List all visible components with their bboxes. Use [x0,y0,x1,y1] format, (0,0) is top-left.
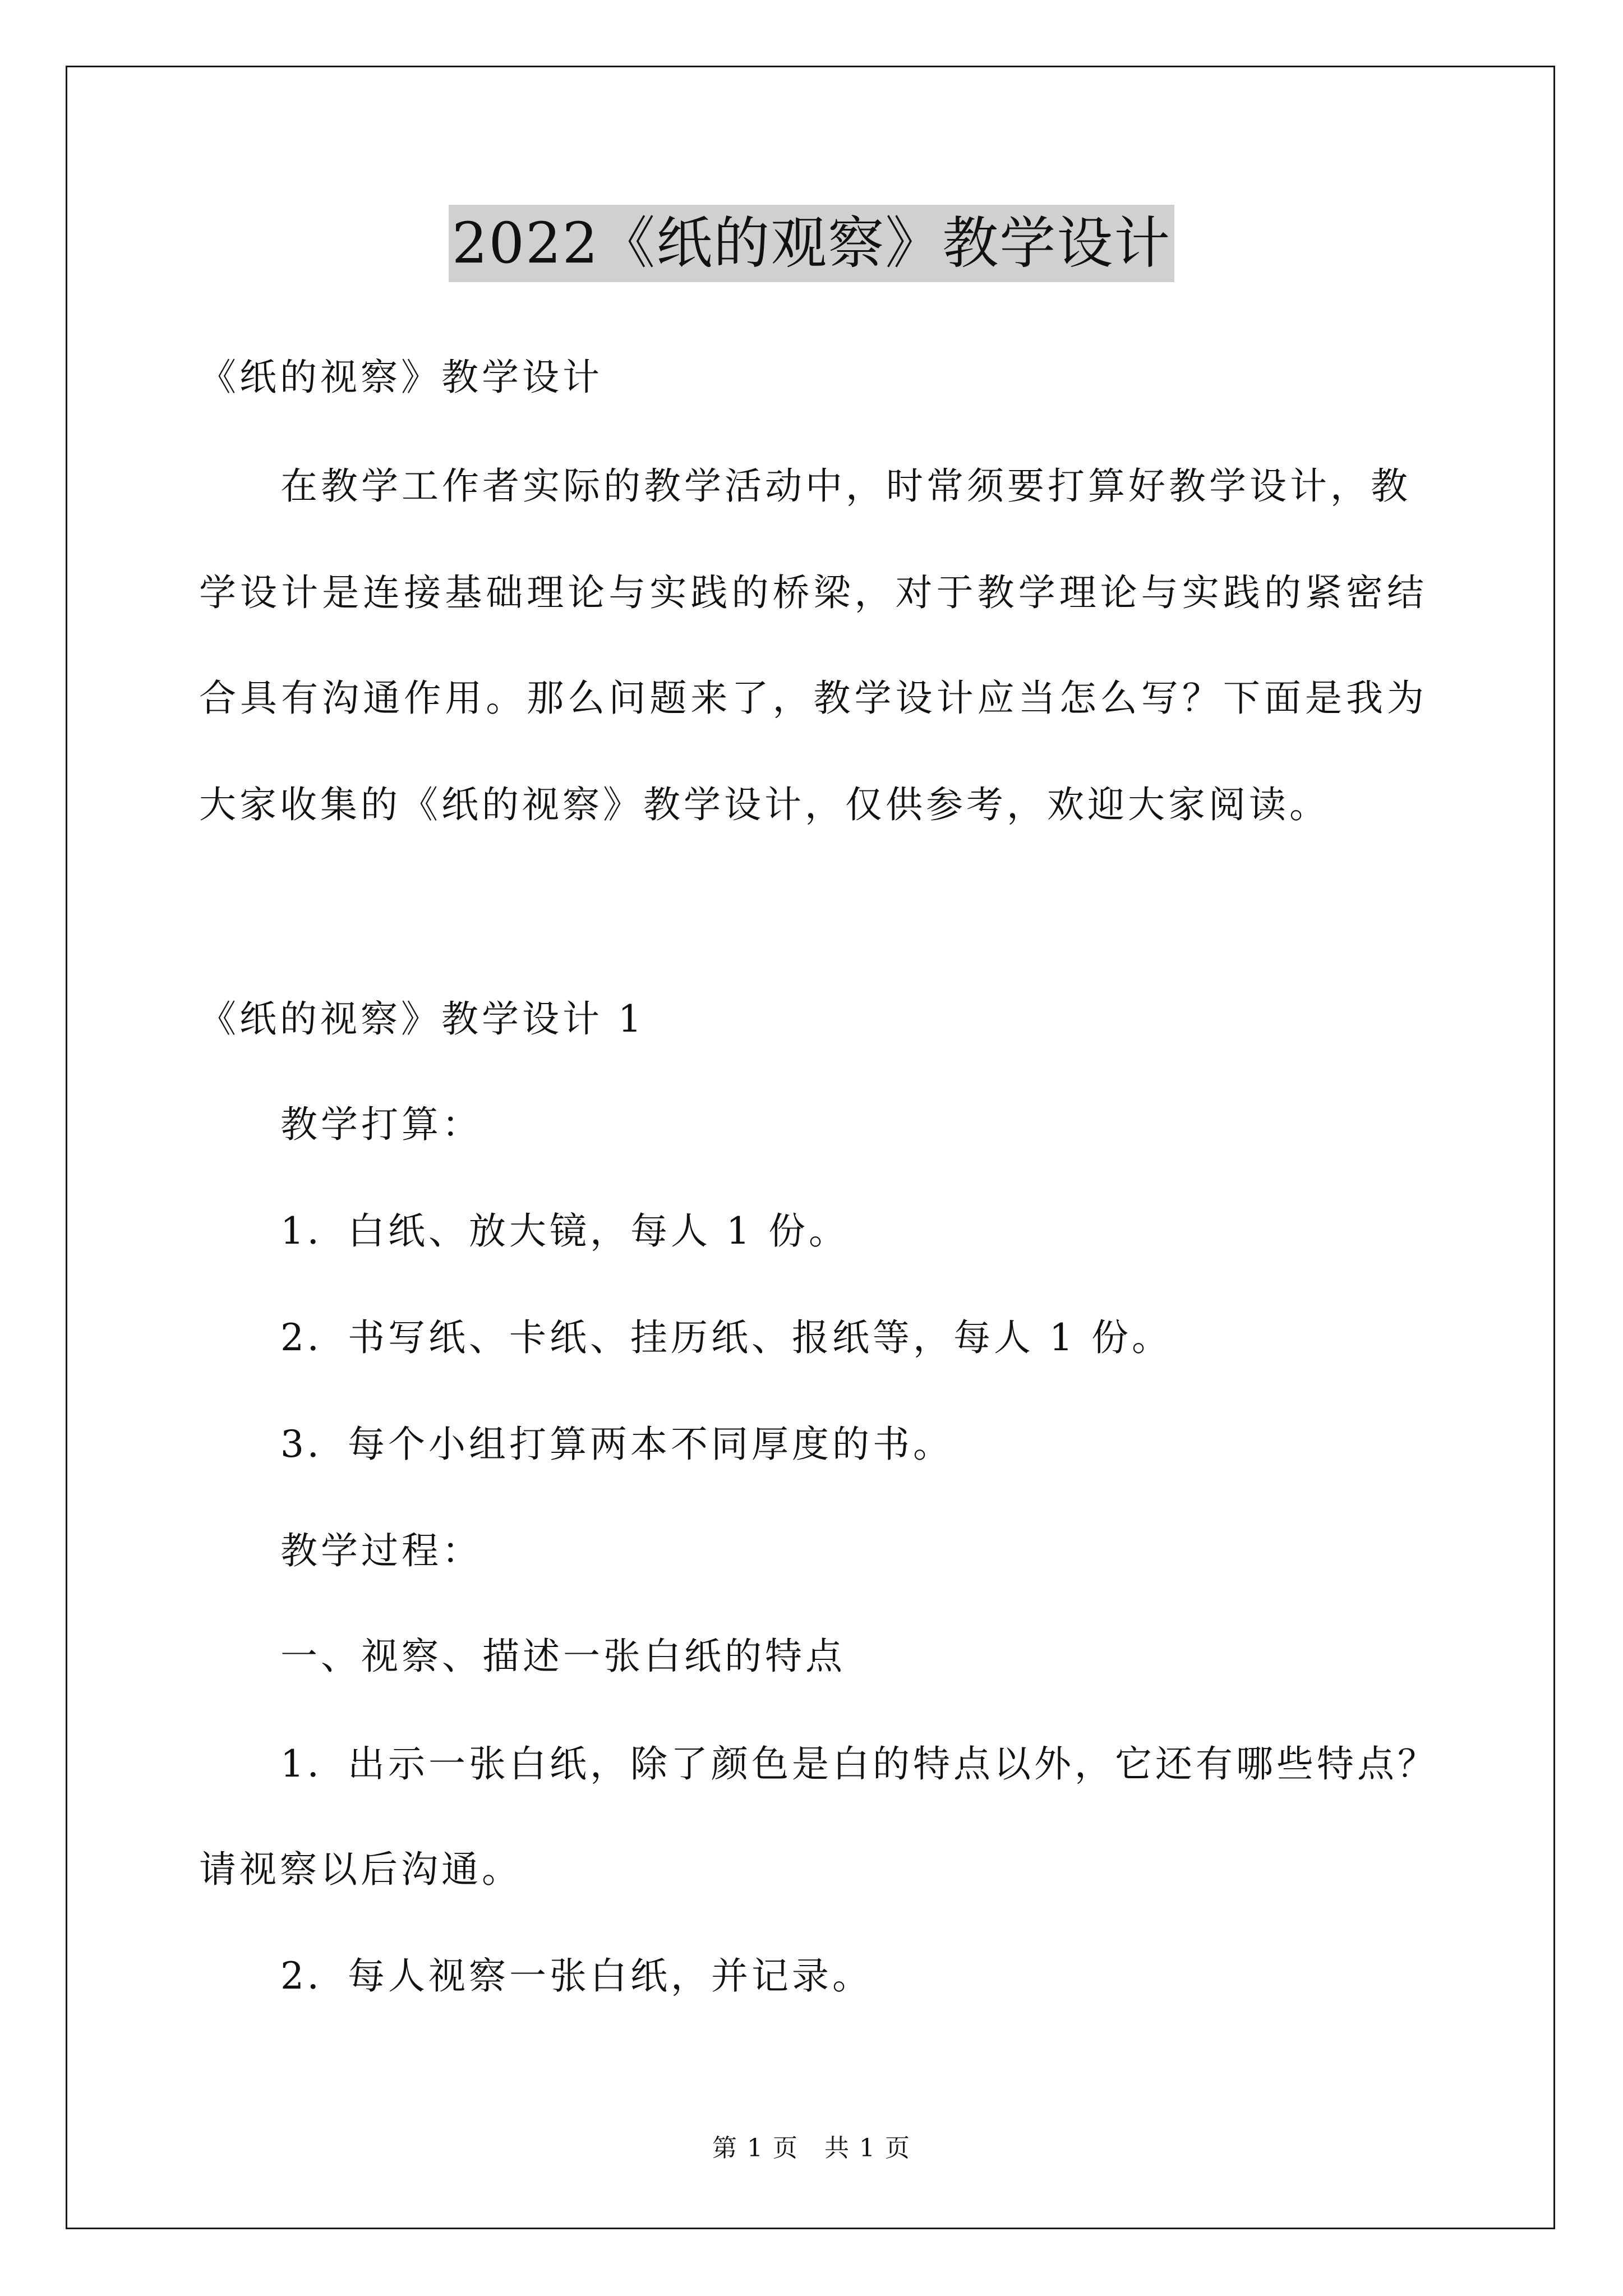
document-title: 2022《纸的观察》教学设计 [449,205,1175,282]
step1-item1-line-1: 1．出示一张白纸，除了颜色是白的特点以外，它还有哪些特点？ [280,1742,1438,1786]
step1-heading: 一、视察、描述一张白纸的特点 [280,1635,846,1678]
page-footer: 第 1 页 共 1 页 [712,2134,911,2162]
prep-heading: 教学打算： [280,1103,482,1146]
prep-item-2: 2．书写纸、卡纸、挂历纸、报纸等，每人 1 份。 [280,1316,1172,1359]
step1-item2: 2．每人视察一张白纸，并记录。 [280,1954,873,1998]
section-heading: 《纸的视察》教学设计 1 [199,997,645,1041]
document-subtitle: 《纸的视察》教学设计 [199,356,603,399]
prep-item-1: 1．白纸、放大镜，每人 1 份。 [280,1209,849,1253]
intro-line-2: 学设计是连接基础理论与实践的桥梁，对于教学理论与实践的紧密结 [199,571,1427,614]
prep-item-3: 3．每个小组打算两本不同厚度的书。 [280,1423,953,1466]
process-heading: 教学过程： [280,1529,482,1572]
intro-line-1: 在教学工作者实际的教学活动中，时常须要打算好教学设计，教 [280,464,1411,508]
intro-line-4: 大家收集的《纸的视察》教学设计，仅供参考，欢迎大家阅读。 [199,783,1330,826]
title-container [0,205,1623,282]
step1-item1-line-2: 请视察以后沟通。 [199,1848,522,1891]
intro-line-3: 合具有沟通作用。那么问题来了，教学设计应当怎么写？下面是我为 [199,677,1427,720]
